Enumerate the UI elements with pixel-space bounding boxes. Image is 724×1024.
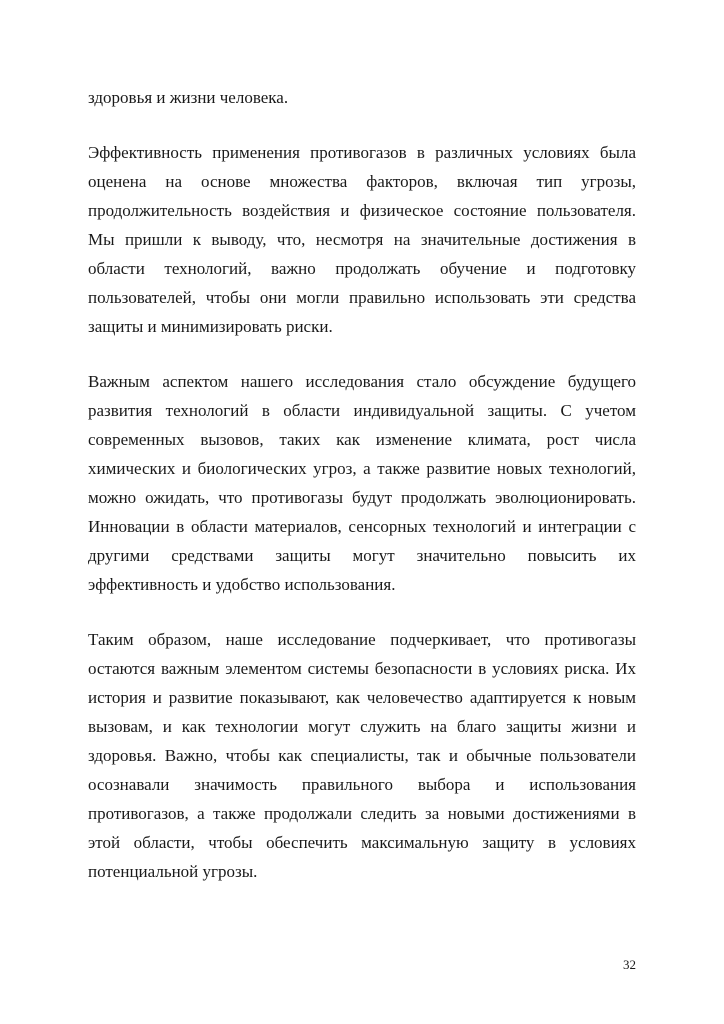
page-number: 32 [623, 957, 636, 972]
text-line: защиты и минимизировать риски. [88, 317, 333, 336]
text-line: Инновации в области материалов, сенсорных технологий и интеграции с [88, 517, 636, 536]
text-line: можно ожидать, что противогазы будут продолжать эволюционировать. [88, 488, 636, 507]
text-line: противогазов, а также продолжали следить за новыми достижениями в [88, 804, 636, 823]
paragraph [88, 367, 636, 599]
paragraph [88, 138, 636, 341]
text-line: эффективность и удобство использования. [88, 575, 396, 594]
text-line: Эффективность применения противогазов в различных условиях была [88, 143, 636, 162]
text-line: современных вызовов, таких как изменение климата, рост числа [88, 430, 636, 449]
text-line: потенциальной угрозы. [88, 862, 258, 881]
text-line: химических и биологических угроз, а также развитие новых технологий, [88, 459, 636, 478]
text-line: другими средствами защиты могут значительно повысить их [88, 546, 636, 565]
text-line: оценена на основе множества факторов, включая тип угрозы, [88, 172, 636, 191]
text-line: вызовам, и как технологии могут служить на благо защиты жизни и [88, 717, 636, 736]
text-line: Мы пришли к выводу, что, несмотря на значительные достижения в [88, 230, 636, 249]
text-line: Важным аспектом нашего исследования стало обсуждение будущего [88, 372, 636, 391]
document-body [88, 83, 636, 912]
text-line: развития технологий в области индивидуальной защиты. С учетом [88, 401, 636, 420]
text-line: продолжительность воздействия и физическое состояние пользователя. [88, 201, 636, 220]
text-line: области технологий, важно продолжать обучение и подготовку [88, 259, 636, 278]
paragraph [88, 625, 636, 886]
text-line: здоровья. Важно, чтобы как специалисты, так и обычные пользователи [88, 746, 636, 765]
text-line: остаются важным элементом системы безопасности в условиях риска. Их [88, 659, 636, 678]
paragraph [88, 83, 636, 112]
text-line: этой области, чтобы обеспечить максимальную защиту в условиях [88, 833, 636, 852]
text-line: история и развитие показывают, как человечество адаптируется к новым [88, 688, 636, 707]
text-line: здоровья и жизни человека. [88, 88, 289, 107]
text-line: пользователей, чтобы они могли правильно использовать эти средства [88, 288, 636, 307]
text-line: осознавали значимость правильного выбора и использования [88, 775, 636, 794]
text-line: Таким образом, наше исследование подчеркивает, что противогазы [88, 630, 636, 649]
